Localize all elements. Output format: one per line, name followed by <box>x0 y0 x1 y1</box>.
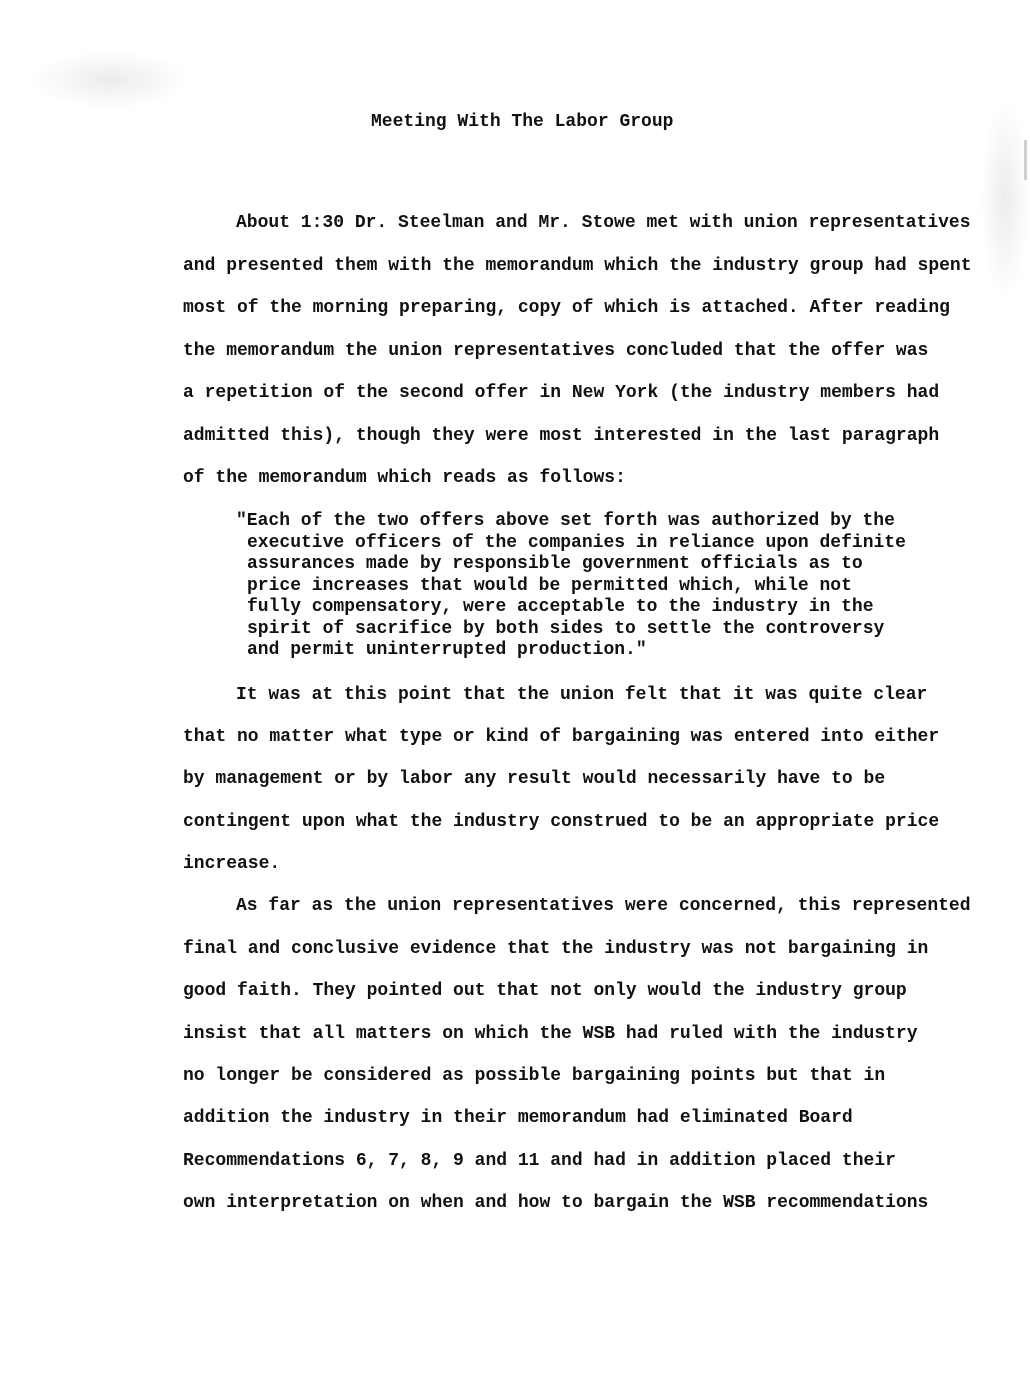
scan-smudge <box>30 50 190 110</box>
quote-line: price increases that would be permitted which, while not <box>247 576 852 596</box>
paragraph-3-line: own interpretation on when and how to bargain the WSB recommendations <box>183 1193 929 1213</box>
paragraph-2-line: increase. <box>183 854 281 874</box>
scan-smudge <box>980 100 1030 300</box>
paragraph-1-line: most of the morning preparing, copy of which is attached. After reading <box>183 298 950 318</box>
quote-line: assurances made by responsible government officials as to <box>247 554 863 574</box>
quote-line: fully compensatory, were acceptable to the industry in the <box>247 597 874 617</box>
paragraph-3-line: no longer be considered as possible bargaining points but that in <box>183 1066 886 1086</box>
paragraph-2-line: that no matter what type or kind of bargaining was entered into either <box>183 727 940 747</box>
paragraph-3-line: final and conclusive evidence that the industry was not bargaining in <box>183 939 929 959</box>
paragraph-3-line: good faith. They pointed out that not only would the industry group <box>183 981 907 1001</box>
paragraph-1-line: admitted this), though they were most interested in the last paragraph <box>183 426 940 446</box>
paragraph-1-line: of the memorandum which reads as follows: <box>183 468 626 488</box>
paragraph-2-line: contingent upon what the industry construed to be an appropriate price <box>183 812 940 832</box>
scan-edge-mark <box>1024 140 1027 180</box>
paragraph-3-line: Recommendations 6, 7, 8, 9 and 11 and had in addition placed their <box>183 1151 896 1171</box>
page-title: Meeting With The Labor Group <box>371 112 674 132</box>
paragraph-1-line: a repetition of the second offer in New York (the industry members had <box>183 383 940 403</box>
paragraph-3-line: insist that all matters on which the WSB had ruled with the industry <box>183 1024 918 1044</box>
paragraph-1-line: the memorandum the union representatives concluded that the offer was <box>183 341 929 361</box>
paragraph-3-line: addition the industry in their memorandum had eliminated Board <box>183 1108 853 1128</box>
quote-line: "Each of the two offers above set forth was authorized by the <box>236 511 895 531</box>
quote-line: spirit of sacrifice by both sides to settle the controversy <box>247 619 885 639</box>
quote-line: and permit uninterrupted production." <box>247 640 647 660</box>
paragraph-2-line: by management or by labor any result would necessarily have to be <box>183 769 886 789</box>
quote-line: executive officers of the companies in reliance upon definite <box>247 533 906 553</box>
paragraph-1-line: About 1:30 Dr. Steelman and Mr. Stowe met with union representatives <box>236 213 971 233</box>
paragraph-1-line: and presented them with the memorandum which the industry group had spent <box>183 256 972 276</box>
paragraph-2-line: It was at this point that the union felt that it was quite clear <box>236 685 928 705</box>
paragraph-3-line: As far as the union representatives were concerned, this represented <box>236 896 971 916</box>
